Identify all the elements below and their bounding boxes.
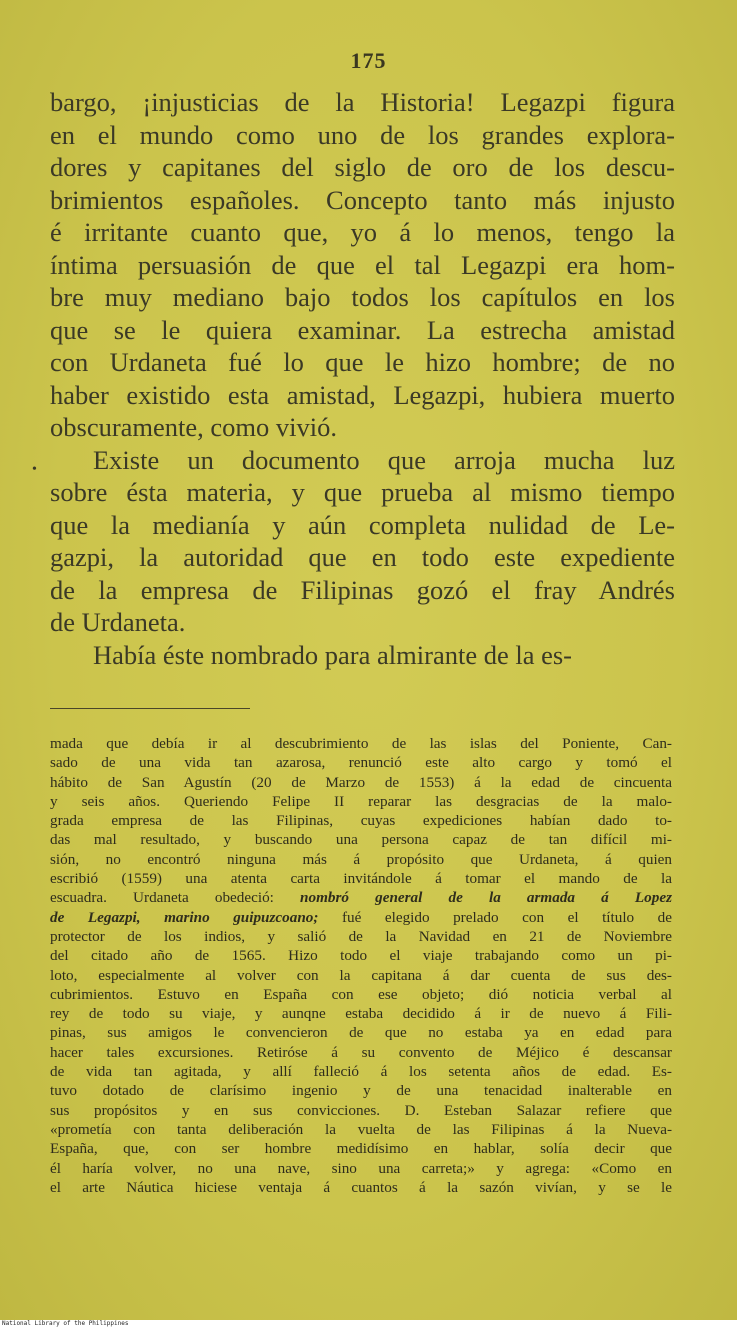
- footer-text: National Library of the Philippines: [2, 1320, 129, 1327]
- footnote-line: tuvo dotado de clarísimo ingenio y de una tenacidad inalterable en: [50, 1082, 672, 1100]
- main-text-line: é irritante cuanto que, yo á lo menos, tengo la: [50, 217, 675, 247]
- footnote-line: y seis años. Queriendo Felipe II reparar las desgracias de la malo-: [50, 792, 672, 810]
- footnote-italic: nombró general de la armada á Lopez: [300, 889, 673, 907]
- footnote-line: escuadra. Urdaneta obedeció: nombró general de la armada á Lopez: [50, 889, 673, 907]
- footnote-line: hacer tales excursiones. Retiróse á su convento de Méjico é descansar: [50, 1043, 672, 1061]
- main-text-line: íntima persuasión de que el tal Legazpi era hom-: [50, 249, 675, 280]
- footnote-line: del citado año de 1565. Hizo todo el viaje trabajando como un pi-: [50, 947, 672, 965]
- main-text-line: de Urdaneta.: [50, 607, 186, 637]
- main-text-line: brimientos españoles. Concepto tanto más injusto: [50, 184, 675, 215]
- footnote-line: cubrimientos. Estuvo en España con ese objeto; dió noticia verbal al: [50, 985, 672, 1003]
- main-text-line: de la empresa de Filipinas gozó el fray Andrés: [50, 574, 675, 605]
- main-text: [50, 86, 675, 671]
- main-text-line: dores y capitanes del siglo de oro de los descu-: [50, 152, 675, 182]
- footnote-line: protector de los indios, y salió de la Navidad en 21 de Noviembre: [50, 927, 672, 945]
- margin-mark: •: [32, 462, 37, 477]
- footnote-line: grada empresa de las Filipinas, cuyas expediciones habían dado to-: [50, 812, 672, 830]
- main-text-line: Había éste nombrado para almirante de la es-: [93, 639, 572, 670]
- footnote-line: el arte Náutica hiciese ventaja á cuantos á la sazón vivían, y se le: [50, 1178, 672, 1196]
- main-text-line: bre muy mediano bajo todos los capítulos en los: [50, 282, 675, 312]
- footnote-line: rey de todo su viaje, y aunqne estaba decidido á ir de nuevo á Fili-: [50, 1005, 672, 1023]
- main-text-line: gazpi, la autoridad que en todo este expediente: [50, 542, 675, 572]
- footnote-line: mada que debía ir al descubrimiento de las islas del Poniente, Can-: [50, 735, 672, 752]
- main-text-line: que se le quiera examinar. La estrecha amistad: [50, 314, 675, 345]
- footnote-line: hábito de San Agustín (20 de Marzo de 1553) á la edad de cincuenta: [50, 773, 672, 791]
- footnote-line: sado de una vida tan azarosa, renunció este alto cargo y tomó el: [50, 754, 672, 772]
- main-text-line: obscuramente, como vivió.: [50, 412, 338, 442]
- library-footer: [0, 1320, 737, 1328]
- footnote-line: de Legazpi, marino guipuzcoano; fué elegido prelado con el título de: [50, 908, 672, 926]
- main-text-line: bargo, ¡injusticias de la Historia! Legazpi figura: [50, 87, 675, 117]
- footnote-line: de vida tan agitada, y allí falleció á los setenta años de edad. Es-: [50, 1063, 672, 1081]
- footnote-line: sión, no encontró ninguna más á propósito que Urdaneta, á quien: [50, 850, 672, 868]
- footnote-line: das mal resultado, y buscando una persona capaz de tan difícil mi-: [50, 831, 672, 849]
- footnote-line: él haría volver, no una nave, sino una carreta;» y agrega: «Como en: [50, 1159, 672, 1177]
- footnote-line: pinas, sus amigos le convencieron de que no estaba ya en edad para: [50, 1024, 672, 1042]
- main-text-line: con Urdaneta fué lo que le hizo hombre; de no: [50, 347, 675, 377]
- main-text-line: sobre ésta materia, y que prueba al mismo tiempo: [50, 477, 675, 507]
- main-text-line: haber existido esta amistad, Legazpi, hubiera muerto: [50, 379, 675, 410]
- footnote-line: sus propósitos y en sus convicciones. D. Esteban Salazar refiere que: [50, 1101, 672, 1119]
- main-text-line: Existe un documento que arroja mucha luz: [93, 444, 675, 475]
- main-text-line: en el mundo como uno de los grandes explora-: [50, 119, 675, 150]
- footnote-line: «prometía con tanta deliberación la vuelta de las Filipinas á la Nueva-: [50, 1120, 672, 1138]
- page-number: 175: [350, 48, 387, 73]
- main-text-line: que la medianía y aún completa nulidad de Le-: [50, 509, 675, 540]
- footnote-line: escribió (1559) una atenta carta invitándole á tomar el mando de la: [50, 870, 672, 888]
- footnote-text: [50, 734, 672, 1197]
- footnote-line: loto, especialmente al volver con la capitana á dar cuenta de sus des-: [50, 966, 672, 984]
- footnote-italic: de Legazpi, marino guipuzcoano;: [50, 908, 319, 926]
- footnote-line: España, que, con ser hombre medidísimo en hablar, solía decir que: [50, 1140, 672, 1158]
- footnote-rule: [50, 708, 250, 709]
